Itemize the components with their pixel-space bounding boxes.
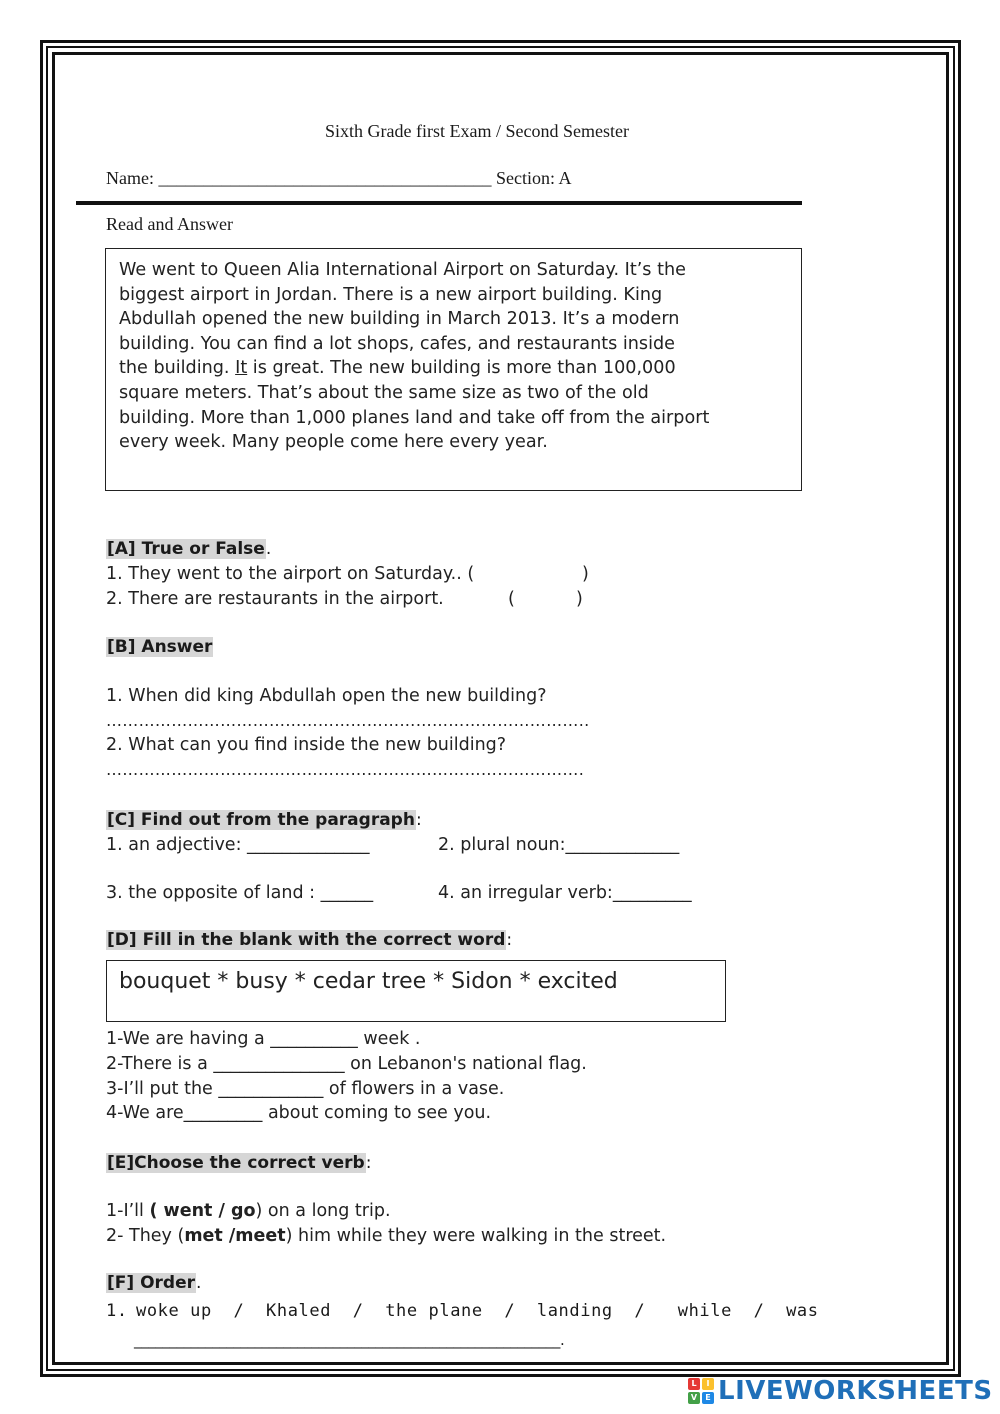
verb-item-1	[106, 1201, 391, 1221]
tf-item-2: 2. There are restaurants in the airport.	[106, 589, 444, 609]
logo-block: I	[702, 1378, 714, 1390]
find-item-4: 4. an irregular verb:_________	[438, 883, 692, 903]
logo-block: L	[688, 1378, 700, 1390]
verb-choices: met /meet	[184, 1226, 286, 1246]
name-section-line: Name: _____________________________________ Section: A	[106, 168, 572, 188]
passage-line: square meters. That’s about the same size as two of the old	[119, 382, 649, 403]
heading-punct: .	[265, 539, 272, 559]
tf-item-2-close: )	[576, 589, 583, 609]
question-2: 2. What can you find inside the new building?	[106, 735, 507, 755]
passage-line: We went to Queen Alia International Airport on Saturday. It’s the	[119, 260, 686, 280]
fill-item-2: 2-There is a _______________ on Lebanon's national flag.	[106, 1054, 587, 1074]
verb-text: ) him while they were walking in the street.	[285, 1226, 667, 1246]
fill-item-4: 4-We are_________ about coming to see you.	[106, 1103, 492, 1123]
logo-block: V	[688, 1392, 700, 1404]
section-a-title: [A] True or False	[107, 539, 265, 559]
section-c-title: [C] Find out from the paragraph	[107, 810, 415, 830]
section-e-heading	[106, 1153, 371, 1173]
heading-punct: :	[415, 810, 422, 830]
verb-text: 2- They (	[106, 1226, 185, 1246]
tf-item-2-open: (	[508, 589, 515, 609]
find-item-2: 2. plural noun:_____________	[438, 835, 680, 855]
passage-text: the building.	[119, 358, 236, 379]
passage-line: every week. Many people come here every year.	[119, 432, 548, 453]
heading-punct: .	[196, 1273, 202, 1293]
logo-blocks-icon	[688, 1378, 714, 1404]
verb-item-2	[106, 1226, 666, 1246]
section-f-heading	[106, 1273, 201, 1293]
section-c-heading	[106, 810, 422, 830]
question-1: 1. When did king Abdullah open the new building?	[106, 686, 547, 706]
logo-text: LIVEWORKSHEETS	[718, 1376, 993, 1406]
verb-choices: ( went / go	[149, 1201, 256, 1221]
exam-title: Sixth Grade first Exam / Second Semester	[325, 121, 629, 141]
passage-line: building. More than 1,000 planes land and take off from the airport	[119, 407, 710, 428]
answer-dots-1: ……………………………………………………………………………..	[106, 711, 590, 730]
passage-line	[119, 356, 789, 381]
tf-item-1-close: )	[582, 564, 589, 584]
passage-line: Abdullah opened the new building in March 2013. It’s a modern	[119, 309, 680, 330]
fill-item-3: 3-I’ll put the ____________ of flowers in a vase.	[106, 1079, 505, 1099]
word-bank: bouquet * busy * cedar tree * Sidon * excited	[106, 960, 726, 1022]
liveworksheets-logo	[688, 1374, 993, 1408]
order-words: woke up / Khaled / the plane / landing / while / was	[136, 1301, 819, 1321]
section-d-heading	[106, 930, 512, 950]
section-b-title: [B] Answer	[107, 637, 213, 657]
answer-dots-2: …………………………………………………………………………….	[106, 760, 585, 779]
tf-item-1: 1. They went to the airport on Saturday.. (	[106, 564, 475, 584]
reading-passage	[105, 248, 802, 491]
heading-punct: :	[506, 930, 513, 950]
order-answer-line: ____________________________________________________________.	[134, 1331, 565, 1349]
section-e-title: [E]Choose the correct verb	[107, 1153, 365, 1173]
verb-text: 1-I’ll	[106, 1201, 150, 1221]
underlined-pronoun: It	[235, 358, 248, 379]
logo-block: E	[702, 1392, 714, 1404]
section-f-title: [F] Order	[107, 1273, 195, 1293]
heading-punct: :	[365, 1153, 372, 1173]
section-d-title: [D] Fill in the blank with the correct word	[107, 930, 506, 950]
passage-text: is great. The new building is more than 100,000	[247, 358, 676, 379]
passage-line: biggest airport in Jordan. There is a new airport building. King	[119, 284, 663, 305]
section-b-heading	[106, 637, 213, 657]
section-a-heading	[106, 539, 271, 559]
heavy-divider	[76, 201, 802, 205]
passage-line: building. You can find a lot shops, cafes, and restaurants inside	[119, 333, 675, 354]
verb-text: ) on a long trip.	[255, 1201, 391, 1221]
fill-item-1: 1-We are having a __________ week .	[106, 1029, 421, 1049]
find-item-3: 3. the opposite of land : ______	[106, 883, 374, 903]
read-and-answer-heading: Read and Answer	[106, 214, 233, 234]
order-number: 1.	[106, 1301, 128, 1321]
find-item-1: 1. an adjective: ______________	[106, 835, 370, 855]
